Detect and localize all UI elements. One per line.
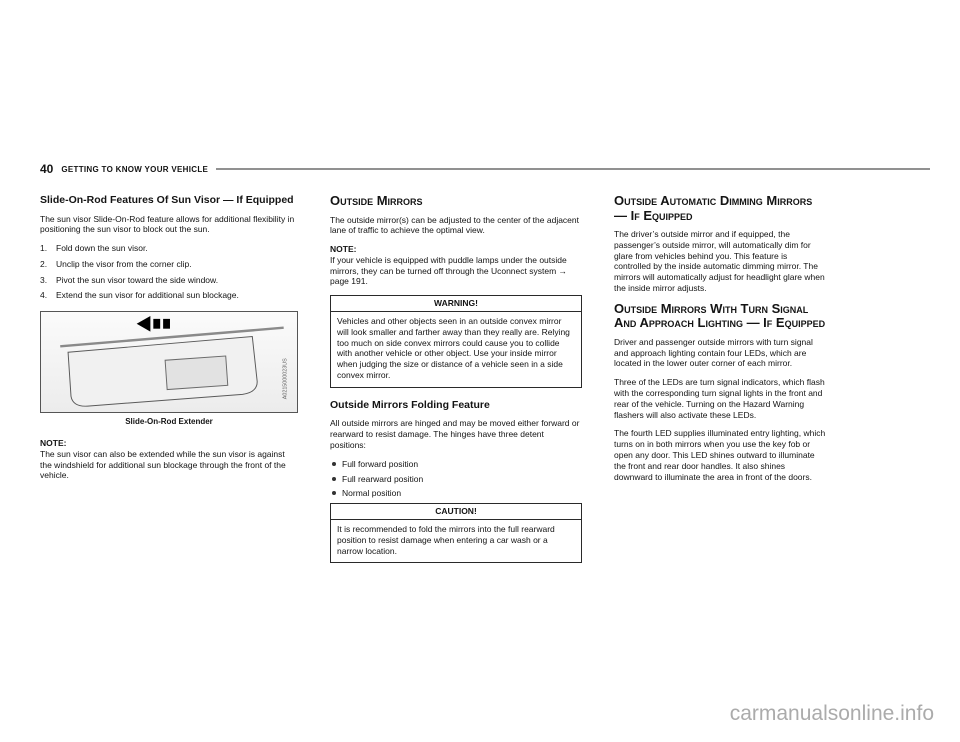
column-dimming-mirrors — [614, 194, 826, 574]
list-item — [330, 459, 582, 470]
watermark: carmanualsonline.info — [729, 702, 934, 725]
sun-visor-intro: The sun visor Slide-On-Rod feature allows for additional flexibility in positioning the sun visor to block out the sun. — [40, 213, 295, 235]
sun-visor-illustration — [45, 313, 293, 411]
step-text: Fold down the sun visor. — [56, 243, 148, 254]
warning-title: WARNING! — [331, 296, 581, 312]
slide-arrow-icon — [137, 316, 170, 332]
bullet-icon — [332, 462, 336, 466]
detent-positions-list — [330, 459, 582, 499]
vanity-mirror — [165, 356, 228, 390]
outside-mirrors-para: The outside mirror(s) can be adjusted to the center of the adjacent lane of traffic to achieve the optimal view. — [330, 214, 579, 236]
step-item — [40, 275, 298, 286]
note-label: NOTE: — [330, 244, 357, 255]
column-sun-visor — [40, 194, 298, 574]
figure-caption: Slide-On-Rod Extender — [125, 417, 213, 427]
figure-code: A0215000023US — [282, 358, 289, 400]
note-text: The sun visor can also be extended while the sun visor is against the windshield for additional sun blockage through the front of the vehicle. — [40, 448, 286, 481]
step-item — [40, 290, 298, 301]
section-heading-folding-feature: Outside Mirrors Folding Feature — [330, 398, 490, 411]
page-header — [40, 162, 930, 176]
step-text: Extend the sun visor for additional sun blockage. — [56, 290, 239, 301]
step-number: 4. — [40, 290, 48, 301]
content-columns — [40, 194, 930, 574]
warning-box — [330, 295, 582, 388]
turn-signal-para-1: Driver and passenger outside mirrors with turn signal and approach lighting contain four LEDs, which are located in the lower outer corner of each mirror. — [614, 336, 813, 369]
step-text: Pivot the sun visor toward the side window. — [56, 274, 219, 285]
section-heading-sun-visor: Slide-On-Rod Features Of Sun Visor — If Equipped — [40, 194, 294, 206]
page-number: 40 — [40, 162, 54, 176]
header-rule — [216, 168, 930, 170]
caution-box — [330, 503, 582, 563]
step-number: 1. — [40, 243, 48, 254]
column-outside-mirrors — [330, 194, 582, 574]
note-label: NOTE: — [40, 438, 67, 449]
step-item — [40, 243, 298, 254]
list-item — [330, 488, 582, 499]
turn-signal-para-3: The fourth LED supplies illuminated entry lighting, which turns on in both mirrors when you use the key fob or open any door. This LED shines outward to illuminate the front and rear door handles. It also shines downward to illuminate the area in front of the doors. — [614, 428, 826, 482]
manual-page — [40, 162, 930, 574]
step-number: 2. — [40, 258, 48, 269]
warning-text: Vehicles and other objects seen in an outside convex mirror will look smaller and farther away than they really are. Relying too much on side convex mirrors could cause you to collide with another vehicle or other object. Use your inside mirror when judging the size or distance of a vehicle seen in a side convex mirror. — [337, 316, 570, 381]
step-item — [40, 259, 298, 270]
list-item-text: Normal position — [342, 488, 402, 499]
figure-frame — [40, 311, 298, 413]
bullet-icon — [332, 477, 336, 481]
sun-visor-steps — [40, 243, 298, 301]
caution-text: It is recommended to fold the mirrors into the full rearward position to resist damage when entering a car wash or a narrow location. — [337, 523, 555, 556]
section-heading-turn-signal-mirrors: Outside Mirrors With Turn Signal And Approach Lighting — If Equipped — [614, 300, 826, 331]
chapter-title: GETTING TO KNOW YOUR VEHICLE — [61, 164, 209, 174]
note-text: If your vehicle is equipped with puddle lamps under the outside mirrors, they can be turned off through the Uconnect system → page 191. — [330, 254, 568, 287]
list-item-text: Full forward position — [342, 458, 419, 469]
caution-title: CAUTION! — [331, 504, 581, 520]
list-item-text: Full rearward position — [342, 473, 424, 484]
bullet-icon — [332, 491, 336, 495]
folding-feature-para: All outside mirrors are hinged and may be moved either forward or rearward to resist damage. The hinges have three detent positions: — [330, 418, 580, 450]
step-text: Unclip the visor from the corner clip. — [56, 258, 192, 269]
visor-body — [68, 337, 257, 407]
sun-visor-figure — [40, 311, 298, 428]
section-heading-outside-mirrors: Outside Mirrors — [330, 193, 423, 208]
auto-dimming-para: The driver’s outside mirror and if equipped, the passenger’s outside mirror, will automatically dim for glare from vehicles behind you. This feature is controlled by the inside automatic dimming mirror. The mirrors will automatically adjust for headlight glare when the inside mirror adjusts. — [614, 229, 825, 293]
turn-signal-para-2: Three of the LEDs are turn signal indicators, which flash with the corresponding turn signal lights in the front and rear of the vehicle. Turning on the Hazard Warning flashers will also activate these LEDs. — [614, 377, 825, 420]
list-item — [330, 474, 582, 485]
section-heading-auto-dimming: Outside Automatic Dimming Mirrors — If Equipped — [614, 193, 813, 223]
step-number: 3. — [40, 274, 48, 285]
